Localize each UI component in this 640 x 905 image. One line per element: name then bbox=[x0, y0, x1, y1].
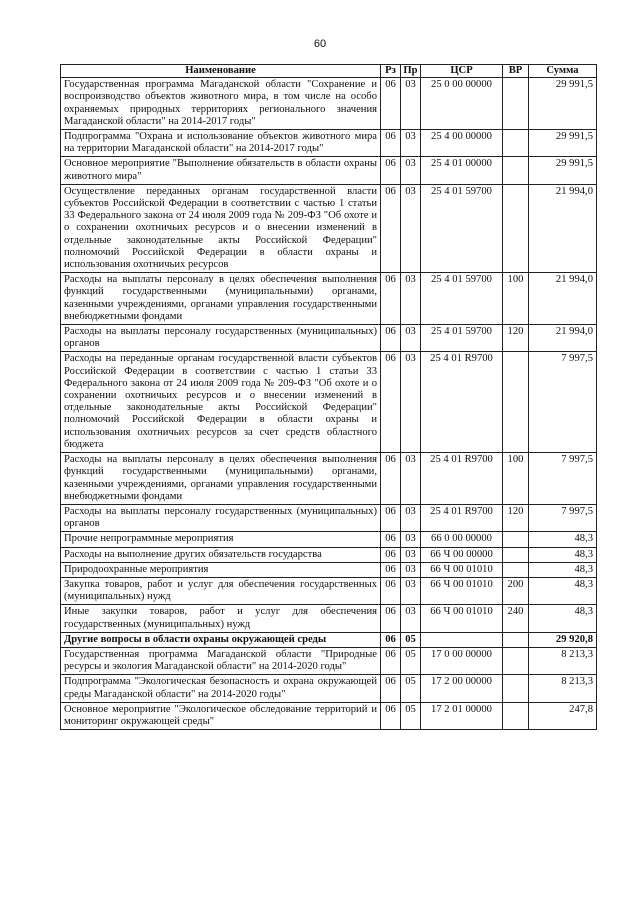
cell-name: Расходы на переданные органам государственной власти субъектов Российской Федерации в соответствии с частью 1 статьи 33 Федерального закона от 24 июля 2009 года № 209-ФЗ "Об охоте и о сохранении охотничьих ресурсов и о внесении изменений в отдельные законодательные акты Российской Федерации" полномочий Российской Федерации в области охраны и использования охотничьих ресурсов за счет средств областного бюджета bbox=[61, 352, 381, 453]
cell-name: Государственная программа Магаданской области "Сохранение и воспроизводство объектов животного мира, в том числе на особо охраняемых природных территориях регионального значения Магаданской области" на 2014-2017 годы" bbox=[61, 78, 381, 130]
cell-rz: 06 bbox=[381, 352, 401, 453]
cell-csr: 25 4 01 59700 bbox=[421, 184, 503, 272]
table-row bbox=[61, 605, 597, 632]
table-row bbox=[61, 532, 597, 547]
cell-sum: 8 213,3 bbox=[529, 675, 597, 702]
cell-name: Закупка товаров, работ и услуг для обеспечения государственных (муниципальных) нужд bbox=[61, 577, 381, 604]
cell-vr bbox=[503, 78, 529, 130]
cell-csr: 25 4 00 00000 bbox=[421, 130, 503, 157]
table-body bbox=[61, 78, 597, 730]
cell-pr: 05 bbox=[401, 647, 421, 674]
cell-vr bbox=[503, 352, 529, 453]
cell-pr: 03 bbox=[401, 605, 421, 632]
cell-vr bbox=[503, 702, 529, 729]
cell-pr: 03 bbox=[401, 273, 421, 325]
cell-vr bbox=[503, 647, 529, 674]
cell-pr: 05 bbox=[401, 632, 421, 647]
cell-vr bbox=[503, 632, 529, 647]
cell-sum: 48,3 bbox=[529, 532, 597, 547]
header-pr: Пр bbox=[401, 65, 421, 78]
cell-sum: 29 991,5 bbox=[529, 157, 597, 184]
cell-rz: 06 bbox=[381, 632, 401, 647]
cell-name: Подпрограмма "Охрана и использование объектов животного мира на территории Магаданской области" на 2014-2017 годы" bbox=[61, 130, 381, 157]
cell-sum: 21 994,0 bbox=[529, 184, 597, 272]
table-row bbox=[61, 504, 597, 531]
cell-csr: 66 0 00 00000 bbox=[421, 532, 503, 547]
table-header-row bbox=[61, 65, 597, 78]
cell-sum: 48,3 bbox=[529, 577, 597, 604]
cell-rz: 06 bbox=[381, 453, 401, 505]
cell-rz: 06 bbox=[381, 702, 401, 729]
header-name: Наименование bbox=[61, 65, 381, 78]
cell-sum: 29 991,5 bbox=[529, 130, 597, 157]
table-row bbox=[61, 325, 597, 352]
cell-sum: 29 991,5 bbox=[529, 78, 597, 130]
header-rz: Рз bbox=[381, 65, 401, 78]
cell-sum: 29 920,8 bbox=[529, 632, 597, 647]
cell-sum: 48,3 bbox=[529, 547, 597, 562]
cell-vr: 100 bbox=[503, 453, 529, 505]
cell-csr: 25 4 01 00000 bbox=[421, 157, 503, 184]
table-row bbox=[61, 184, 597, 272]
cell-rz: 06 bbox=[381, 78, 401, 130]
page-number: 60 bbox=[313, 38, 327, 50]
cell-sum: 7 997,5 bbox=[529, 504, 597, 531]
cell-vr: 200 bbox=[503, 577, 529, 604]
cell-pr: 03 bbox=[401, 532, 421, 547]
cell-vr bbox=[503, 675, 529, 702]
table-row bbox=[61, 352, 597, 453]
cell-sum: 247,8 bbox=[529, 702, 597, 729]
cell-csr: 66 Ч 00 00000 bbox=[421, 547, 503, 562]
table-row bbox=[61, 647, 597, 674]
cell-sum: 7 997,5 bbox=[529, 453, 597, 505]
cell-csr: 17 0 00 00000 bbox=[421, 647, 503, 674]
cell-rz: 06 bbox=[381, 273, 401, 325]
cell-csr: 25 4 01 R9700 bbox=[421, 352, 503, 453]
table-row bbox=[61, 562, 597, 577]
cell-csr: 25 4 01 R9700 bbox=[421, 504, 503, 531]
cell-pr: 03 bbox=[401, 504, 421, 531]
table-row bbox=[61, 702, 597, 729]
cell-pr: 03 bbox=[401, 453, 421, 505]
cell-sum: 21 994,0 bbox=[529, 273, 597, 325]
cell-name: Расходы на выплаты персоналу в целях обеспечения выполнения функций государственными (муниципальными) органами, казенными учреждениями, органами управления государственными внебюджетными фондами bbox=[61, 273, 381, 325]
cell-name: Основное мероприятие "Экологическое обследование территорий и мониторинг окружающей среды" bbox=[61, 702, 381, 729]
table-row bbox=[61, 157, 597, 184]
cell-name: Расходы на выплаты персоналу в целях обеспечения выполнения функций государственными (муниципальными) органами, казенными учреждениями, органами управления государственными внебюджетными фондами bbox=[61, 453, 381, 505]
table-row bbox=[61, 453, 597, 505]
cell-pr: 03 bbox=[401, 184, 421, 272]
cell-name: Расходы на выплаты персоналу государственных (муниципальных) органов bbox=[61, 325, 381, 352]
cell-name: Расходы на выполнение других обязательств государства bbox=[61, 547, 381, 562]
cell-pr: 05 bbox=[401, 702, 421, 729]
cell-name: Осуществление переданных органам государственной власти субъектов Российской Федерации в соответствии с частью 1 статьи 33 Федерального закона от 24 июля 2009 года № 209-ФЗ "Об охоте и о сохранении охотничьих ресурсов и о внесении изменений в отдельные законодательные акты Российской Федерации" полномочий Российской Федерации в области охраны и использования охотничьих ресурсов bbox=[61, 184, 381, 272]
cell-rz: 06 bbox=[381, 325, 401, 352]
cell-vr bbox=[503, 130, 529, 157]
cell-sum: 48,3 bbox=[529, 562, 597, 577]
cell-rz: 06 bbox=[381, 675, 401, 702]
cell-rz: 06 bbox=[381, 577, 401, 604]
cell-pr: 03 bbox=[401, 577, 421, 604]
cell-rz: 06 bbox=[381, 605, 401, 632]
cell-name: Иные закупки товаров, работ и услуг для обеспечения государственных (муниципальных) нужд bbox=[61, 605, 381, 632]
cell-sum: 48,3 bbox=[529, 605, 597, 632]
cell-csr bbox=[421, 632, 503, 647]
cell-name: Основное мероприятие "Выполнение обязательств в области охраны животного мира" bbox=[61, 157, 381, 184]
table-row bbox=[61, 577, 597, 604]
cell-csr: 66 Ч 00 01010 bbox=[421, 605, 503, 632]
cell-vr bbox=[503, 532, 529, 547]
cell-vr bbox=[503, 157, 529, 184]
cell-sum: 21 994,0 bbox=[529, 325, 597, 352]
cell-rz: 06 bbox=[381, 130, 401, 157]
cell-csr: 17 2 01 00000 bbox=[421, 702, 503, 729]
cell-csr: 25 0 00 00000 bbox=[421, 78, 503, 130]
header-vr: ВР bbox=[503, 65, 529, 78]
cell-vr: 240 bbox=[503, 605, 529, 632]
table-row bbox=[61, 675, 597, 702]
cell-name: Подпрограмма "Экологическая безопасность и охрана окружающей среды Магаданской области" на 2014-2020 годы" bbox=[61, 675, 381, 702]
cell-csr: 25 4 01 R9700 bbox=[421, 453, 503, 505]
cell-rz: 06 bbox=[381, 547, 401, 562]
cell-rz: 06 bbox=[381, 157, 401, 184]
cell-csr: 25 4 01 59700 bbox=[421, 273, 503, 325]
cell-name: Государственная программа Магаданской области "Природные ресурсы и экология Магаданской области" на 2014-2020 годы" bbox=[61, 647, 381, 674]
table-row bbox=[61, 632, 597, 647]
table-row bbox=[61, 273, 597, 325]
cell-vr: 100 bbox=[503, 273, 529, 325]
cell-csr: 17 2 00 00000 bbox=[421, 675, 503, 702]
cell-rz: 06 bbox=[381, 562, 401, 577]
cell-pr: 03 bbox=[401, 325, 421, 352]
cell-sum: 8 213,3 bbox=[529, 647, 597, 674]
header-csr: ЦСР bbox=[421, 65, 503, 78]
cell-vr bbox=[503, 184, 529, 272]
cell-rz: 06 bbox=[381, 532, 401, 547]
cell-vr bbox=[503, 547, 529, 562]
cell-csr: 25 4 01 59700 bbox=[421, 325, 503, 352]
cell-rz: 06 bbox=[381, 184, 401, 272]
cell-name: Расходы на выплаты персоналу государственных (муниципальных) органов bbox=[61, 504, 381, 531]
cell-pr: 03 bbox=[401, 157, 421, 184]
cell-pr: 03 bbox=[401, 547, 421, 562]
cell-rz: 06 bbox=[381, 647, 401, 674]
cell-pr: 03 bbox=[401, 78, 421, 130]
budget-table bbox=[60, 64, 597, 730]
cell-name: Прочие непрограммные мероприятия bbox=[61, 532, 381, 547]
table-row bbox=[61, 547, 597, 562]
cell-csr: 66 Ч 00 01010 bbox=[421, 577, 503, 604]
cell-pr: 03 bbox=[401, 130, 421, 157]
cell-pr: 03 bbox=[401, 352, 421, 453]
cell-vr bbox=[503, 562, 529, 577]
cell-vr: 120 bbox=[503, 504, 529, 531]
table-row bbox=[61, 78, 597, 130]
cell-sum: 7 997,5 bbox=[529, 352, 597, 453]
cell-csr: 66 Ч 00 01010 bbox=[421, 562, 503, 577]
cell-pr: 03 bbox=[401, 562, 421, 577]
table-row bbox=[61, 130, 597, 157]
cell-pr: 05 bbox=[401, 675, 421, 702]
cell-vr: 120 bbox=[503, 325, 529, 352]
cell-rz: 06 bbox=[381, 504, 401, 531]
cell-name: Природоохранные мероприятия bbox=[61, 562, 381, 577]
cell-name: Другие вопросы в области охраны окружающей среды bbox=[61, 632, 381, 647]
header-sum: Сумма bbox=[529, 65, 597, 78]
